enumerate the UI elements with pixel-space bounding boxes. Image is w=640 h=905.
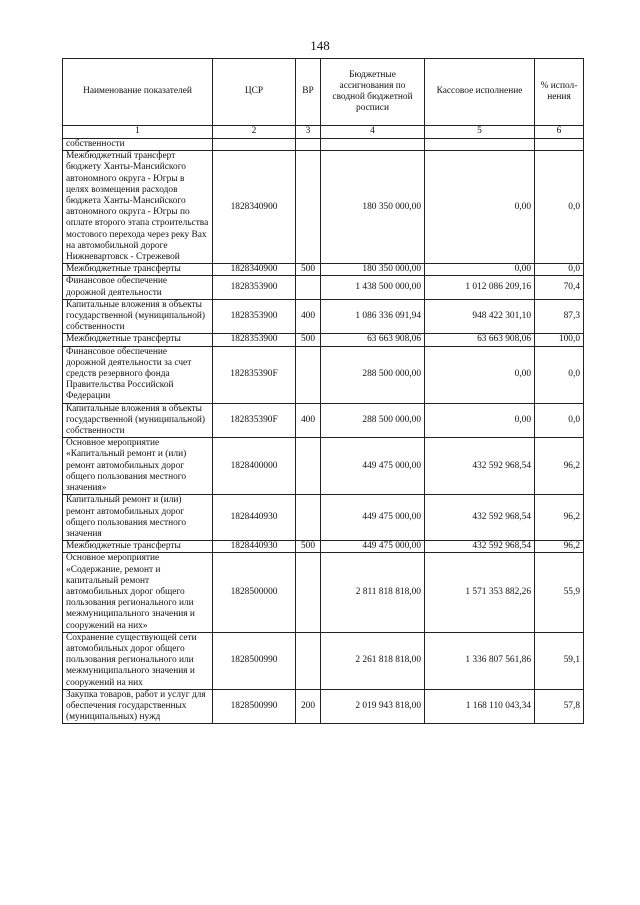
row-csr: 1828440930: [213, 541, 296, 553]
row-name: Сохранение существующей сети автомобильных дорог общего пользования регионального или межмуниципального значения и сооружений на них: [63, 632, 213, 689]
row-allocation: 63 663 908,06: [321, 334, 425, 346]
row-name: Межбюджетные трансферты: [63, 264, 213, 276]
row-allocation: 180 350 000,00: [321, 151, 425, 264]
row-cash: 0,00: [425, 151, 535, 264]
row-allocation: 449 475 000,00: [321, 541, 425, 553]
row-name: собственности: [63, 139, 213, 151]
row-name: Основное мероприятие «Капитальный ремонт и (или) ремонт автомобильных дорог общего пользования местного значения»: [63, 438, 213, 495]
row-name: Межбюджетные трансферты: [63, 541, 213, 553]
row-allocation: 2 811 818 818,00: [321, 553, 425, 632]
row-percent: 100,0: [535, 334, 584, 346]
row-percent: 96,2: [535, 495, 584, 541]
column-number: 3: [296, 126, 321, 139]
table-row: [63, 346, 584, 403]
row-cash: 432 592 968,54: [425, 495, 535, 541]
header-allocations: Бюджетные ассигнования по сводной бюджетной росписи: [321, 59, 425, 126]
row-name: Закупка товаров, работ и услуг для обеспечения государственных (муниципальных) нужд: [63, 689, 213, 724]
row-cash: 0,00: [425, 264, 535, 276]
row-csr: [213, 139, 296, 151]
row-cash: 1 012 086 209,16: [425, 276, 535, 299]
table-row: [63, 495, 584, 541]
row-name: Межбюджетный трансферт бюджету Ханты-Мансийского автономного округа - Югры в целях возмещения расходов бюджета Ханты-Мансийского автономного округа - Югры по оплате второго этапа строительства мостового перехода через реку Вах на автомобильной дороге Нижневартовск - Стрежевой: [63, 151, 213, 264]
row-vr: [296, 346, 321, 403]
row-cash: 0,00: [425, 346, 535, 403]
row-name: Финансовое обеспечение дорожной деятельности: [63, 276, 213, 299]
table-header-row: [63, 59, 584, 126]
row-percent: 96,2: [535, 541, 584, 553]
row-vr: [296, 495, 321, 541]
row-allocation: 2 261 818 818,00: [321, 632, 425, 689]
row-percent: 70,4: [535, 276, 584, 299]
row-vr: [296, 632, 321, 689]
table-row: [63, 139, 584, 151]
table-row: [63, 541, 584, 553]
row-vr: [296, 139, 321, 151]
row-vr: 500: [296, 541, 321, 553]
row-csr: 182835390F: [213, 403, 296, 438]
row-vr: 500: [296, 334, 321, 346]
column-number: 5: [425, 126, 535, 139]
row-allocation: 1 086 336 091,94: [321, 299, 425, 334]
row-percent: 55,9: [535, 553, 584, 632]
row-vr: [296, 553, 321, 632]
row-percent: 96,2: [535, 438, 584, 495]
row-percent: 0,0: [535, 346, 584, 403]
row-allocation: 1 438 500 000,00: [321, 276, 425, 299]
row-cash: 432 592 968,54: [425, 541, 535, 553]
header-csr: ЦСР: [213, 59, 296, 126]
row-csr: 1828353900: [213, 334, 296, 346]
column-number-row: [63, 126, 584, 139]
row-csr: 1828340900: [213, 151, 296, 264]
row-name: Основное мероприятие «Содержание, ремонт и капитальный ремонт автомобильных дорог общего пользования регионального или межмуниципального значения и сооружений на них»: [63, 553, 213, 632]
table-row: [63, 403, 584, 438]
table-row: [63, 276, 584, 299]
row-vr: [296, 276, 321, 299]
row-allocation: 449 475 000,00: [321, 438, 425, 495]
row-vr: 500: [296, 264, 321, 276]
header-cash: Кассовое исполнение: [425, 59, 535, 126]
row-name: Капитальные вложения в объекты государственной (муниципальной) собственности: [63, 299, 213, 334]
row-csr: 1828500990: [213, 632, 296, 689]
row-csr: 1828440930: [213, 495, 296, 541]
table-row: [63, 438, 584, 495]
row-name: Межбюджетные трансферты: [63, 334, 213, 346]
header-percent: % испол-нения: [535, 59, 584, 126]
row-percent: 0,0: [535, 403, 584, 438]
table-row: [63, 632, 584, 689]
row-cash: 1 571 353 882,26: [425, 553, 535, 632]
row-allocation: 288 500 000,00: [321, 403, 425, 438]
row-cash: 1 168 110 043,34: [425, 689, 535, 724]
row-vr: [296, 151, 321, 264]
row-percent: 57,8: [535, 689, 584, 724]
row-allocation: [321, 139, 425, 151]
table-row: [63, 151, 584, 264]
table-row: [63, 334, 584, 346]
column-number: 2: [213, 126, 296, 139]
row-csr: 1828500990: [213, 689, 296, 724]
row-percent: 87,3: [535, 299, 584, 334]
row-csr: 1828400000: [213, 438, 296, 495]
row-allocation: 449 475 000,00: [321, 495, 425, 541]
row-percent: 59,1: [535, 632, 584, 689]
row-percent: 0,0: [535, 264, 584, 276]
row-percent: 0,0: [535, 151, 584, 264]
row-cash: 948 422 301,10: [425, 299, 535, 334]
row-vr: 400: [296, 403, 321, 438]
row-name: Финансовое обеспечение дорожной деятельности за счет средств резервного фонда Правительства Российской Федерации: [63, 346, 213, 403]
table-row: [63, 264, 584, 276]
row-cash: 63 663 908,06: [425, 334, 535, 346]
row-cash: 432 592 968,54: [425, 438, 535, 495]
table-row: [63, 553, 584, 632]
row-vr: 200: [296, 689, 321, 724]
row-vr: [296, 438, 321, 495]
row-csr: 1828353900: [213, 299, 296, 334]
column-number: 1: [63, 126, 213, 139]
row-name: Капитальные вложения в объекты государственной (муниципальной) собственности: [63, 403, 213, 438]
header-name: Наименование показателей: [63, 59, 213, 126]
budget-execution-table: [62, 58, 584, 724]
row-allocation: 2 019 943 818,00: [321, 689, 425, 724]
row-allocation: 180 350 000,00: [321, 264, 425, 276]
column-number: 6: [535, 126, 584, 139]
row-cash: 1 336 807 561,86: [425, 632, 535, 689]
row-allocation: 288 500 000,00: [321, 346, 425, 403]
header-vr: ВР: [296, 59, 321, 126]
table-row: [63, 689, 584, 724]
table-row: [63, 299, 584, 334]
row-csr: 1828353900: [213, 276, 296, 299]
row-csr: 1828340900: [213, 264, 296, 276]
row-csr: 182835390F: [213, 346, 296, 403]
row-name: Капитальный ремонт и (или) ремонт автомобильных дорог общего пользования местного значения: [63, 495, 213, 541]
row-percent: [535, 139, 584, 151]
row-csr: 1828500000: [213, 553, 296, 632]
row-cash: [425, 139, 535, 151]
row-vr: 400: [296, 299, 321, 334]
page-number: 148: [310, 38, 330, 53]
row-cash: 0,00: [425, 403, 535, 438]
column-number: 4: [321, 126, 425, 139]
